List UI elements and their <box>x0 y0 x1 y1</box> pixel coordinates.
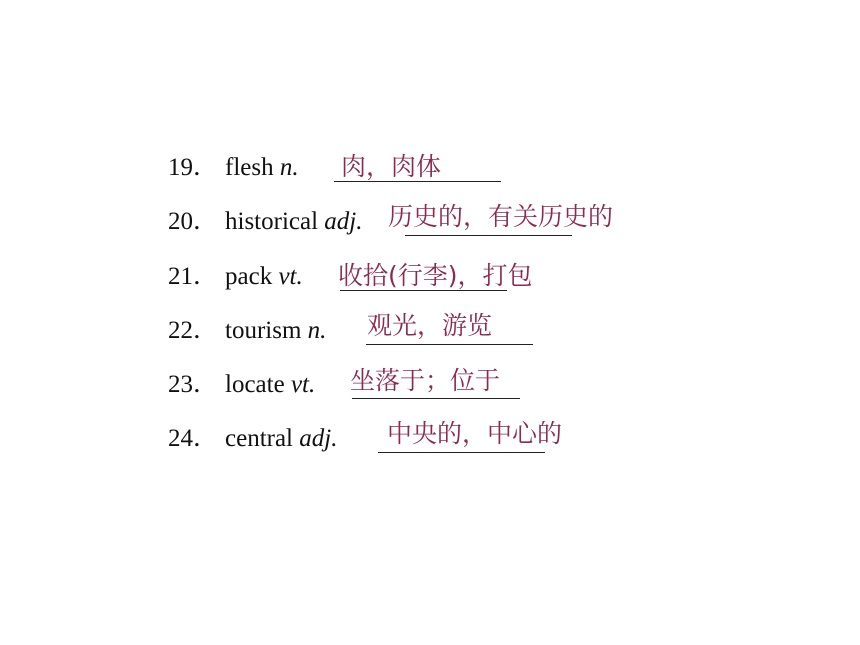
part-of-speech: n. <box>307 317 327 344</box>
item-number: 24． <box>168 425 219 452</box>
item-number: 19． <box>168 154 219 181</box>
item-number: 20． <box>168 208 219 235</box>
part-of-speech: vt. <box>278 263 303 290</box>
vocab-item <box>0 419 860 464</box>
part-of-speech: vt. <box>290 371 316 398</box>
vocab-term <box>225 207 362 237</box>
vocab-word: flesh <box>225 154 280 181</box>
vocab-word: pack <box>225 263 279 290</box>
answer-text: 坐落于；位于 <box>350 366 501 395</box>
vocab-item <box>0 311 860 356</box>
vocab-term <box>225 153 299 183</box>
answer-blank <box>352 398 520 399</box>
answer-blank <box>378 452 545 453</box>
vocab-term <box>225 370 315 400</box>
vocab-item <box>0 262 860 302</box>
answer-blank <box>405 235 572 236</box>
vocab-term <box>225 316 326 346</box>
answer-text: 肉，肉体 <box>341 152 442 181</box>
vocab-word: central <box>225 425 300 452</box>
part-of-speech: adj. <box>299 425 338 452</box>
answer-text: 历史的，有关历史的 <box>388 202 614 231</box>
vocab-item <box>0 202 860 247</box>
answer-text: 中央的，中心的 <box>387 419 563 448</box>
vocab-term <box>225 262 303 292</box>
answer-blank <box>366 344 533 345</box>
item-number: 21． <box>168 263 219 290</box>
vocab-term <box>225 424 337 454</box>
part-of-speech: n. <box>279 154 299 181</box>
vocab-item <box>0 153 860 193</box>
vocab-item <box>0 366 860 410</box>
item-number: 23． <box>168 371 219 398</box>
vocab-word: locate <box>225 371 291 398</box>
vocab-word: tourism <box>225 317 308 344</box>
answer-text: 收拾(行李)，打包 <box>338 261 533 290</box>
item-number: 22． <box>168 317 219 344</box>
vocab-word: historical <box>225 208 325 235</box>
part-of-speech: adj. <box>324 208 363 235</box>
answer-text: 观光，游览 <box>367 311 493 340</box>
